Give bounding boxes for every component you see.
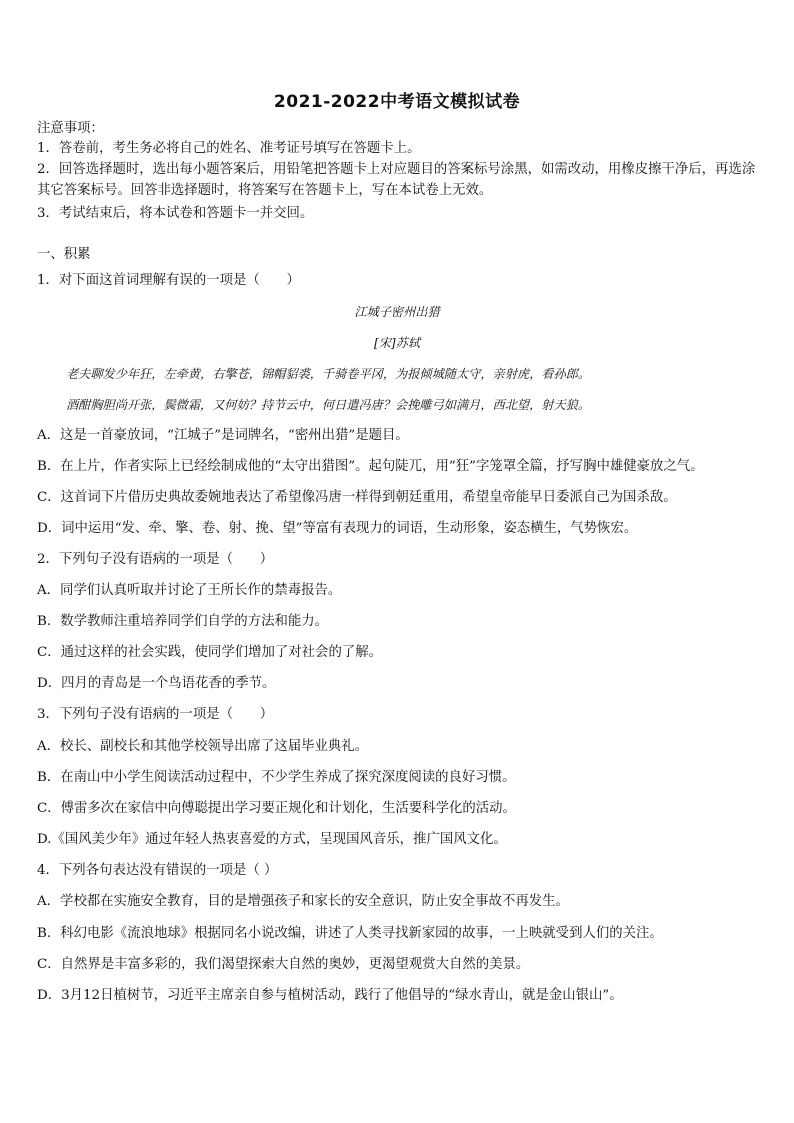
- notice-heading: 注意事项：: [37, 121, 104, 136]
- question-2-stem: 2．下列句子没有语病的一项是（ ）: [37, 552, 274, 567]
- question-2-option-d: D．四月的青岛是一个鸟语花香的季节。: [37, 676, 276, 691]
- question-3-stem: 3．下列句子没有语病的一项是（ ）: [37, 707, 274, 722]
- question-4-option-c: C．自然界是丰富多彩的，我们渴望探索大自然的奥妙，更渴望观赏大自然的美景。: [37, 957, 530, 972]
- question-3-option-b: B．在南山中小学生阅读活动过程中，不少学生养成了探究深度阅读的良好习惯。: [37, 770, 516, 785]
- notice-item-1: 1．答卷前，考生务必将自己的姓名、准考证号填写在答题卡上。: [37, 141, 421, 156]
- notice-item-2: 2．回答选择题时，选出每小题答案后，用铅笔把答题卡上对应题目的答案标号涂黑，如需改动，用橡皮擦干净后，再选涂其它答案标号。回答非选择题时，将答案写在答题卡上，写在本试卷上无效。: [37, 162, 756, 198]
- question-3-option-d: D.《国风美少年》通过年轻人热衷喜爱的方式，呈现国风音乐，推广国风文化。: [37, 832, 507, 847]
- question-1-option-d: D．词中运用“发、牵、擎、卷、射、挽、望”等富有表现力的词语，生动形象，姿态横生，气势恢宏。: [37, 521, 638, 536]
- question-2-option-a: A．同学们认真听取并讨论了王所长作的禁毒报告。: [37, 583, 342, 598]
- poem-author: [宋]苏轼: [373, 336, 421, 350]
- page-title: 2021-2022中考语文模拟试卷: [273, 92, 521, 112]
- question-1-stem: 1．对下面这首词理解有误的一项是（ ）: [37, 273, 300, 288]
- notice-item-3: 3．考试结束后，将本试卷和答题卡一并交回。: [37, 206, 314, 221]
- section-heading: 一、积累: [37, 247, 91, 262]
- question-1-option-a: A．这是一首豪放词，“江城子”是词牌名，“密州出猎”是题目。: [37, 428, 409, 443]
- question-1-option-c: C．这首词下片借历史典故委婉地表达了希望像冯唐一样得到朝廷重用，希望皇帝能早日委派自己为国杀敌。: [37, 490, 677, 505]
- poem-line-2: 酒酣胸胆尚开张，鬓微霜，又何妨？持节云中，何日遣冯唐？会挽雕弓如满月，西北望，射天狼。: [66, 398, 591, 412]
- poem-line-1: 老夫聊发少年狂，左牵黄，右擎苍，锦帽貂裘，千骑卷平冈，为报倾城随太守，亲射虎，看孙郎。: [66, 367, 591, 381]
- question-4-option-d: D．3月12日植树节，习近平主席亲自参与植树活动，践行了他倡导的“绿水青山，就是金山银山”。: [37, 988, 623, 1003]
- question-3-option-c: C．傅雷多次在家信中向傅聪提出学习要正规化和计划化，生活要科学化的活动。: [37, 801, 516, 816]
- question-1-option-b: B．在上片，作者实际上已经绘制成他的“太守出猎图”。起句陡兀，用“狂”字笼罩全篇，抒写胸中雄健豪放之气。: [37, 459, 704, 474]
- question-2-option-c: C．通过这样的社会实践，使同学们增加了对社会的了解。: [37, 645, 383, 660]
- question-4-option-a: A．学校都在实施安全教育，目的是增强孩子和家长的安全意识，防止安全事故不再发生。: [37, 894, 569, 909]
- question-4-option-b: B．科幻电影《流浪地球》根据同名小说改编，讲述了人类寻找新家园的故事，一上映就受到人们的关注。: [37, 926, 663, 941]
- question-2-option-b: B．数学教师注重培养同学们自学的方法和能力。: [37, 614, 329, 629]
- poem-title: 江城子密州出猎: [354, 305, 440, 319]
- question-4-stem: 4．下列各句表达没有错误的一项是（ ）: [37, 863, 278, 878]
- question-3-option-a: A．校长、副校长和其他学校领导出席了这届毕业典礼。: [37, 739, 369, 754]
